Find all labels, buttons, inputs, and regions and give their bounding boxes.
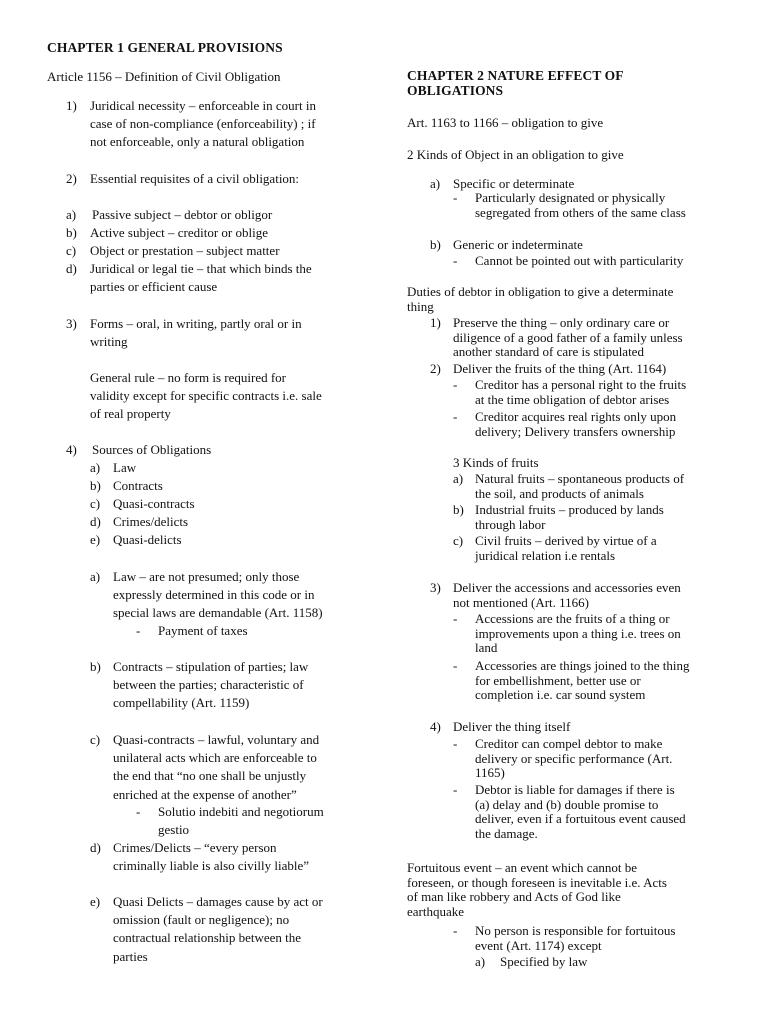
text-line-left-22: Contracts xyxy=(113,478,163,493)
text-line-right-11: Duties of debtor in obligation to give a determinate thing xyxy=(407,284,674,314)
text-line-right-29: - xyxy=(453,611,458,626)
text-line-left-31: - xyxy=(136,623,141,638)
text-line-right-35: - xyxy=(453,736,458,751)
text-line-right-12: 1) xyxy=(430,315,441,330)
text-line-left-20: Law xyxy=(113,460,137,475)
text-line-right-6: Particularly designated or physically segregated from others of the same class xyxy=(475,190,686,220)
text-line-right-37: - xyxy=(453,782,458,797)
text-line-right-17: Creditor has a personal right to the fruits at the time obligation of debtor arises xyxy=(475,377,687,407)
text-line-right-43: Specified by law xyxy=(500,954,588,969)
text-line-left-10: c) xyxy=(66,243,77,258)
text-line-left-13: Juridical or legal tie – that which binds the parties or efficient cause xyxy=(90,261,312,295)
text-line-left-30: Law – are not presumed; only those expressly determined in this code or in special laws are demandable (Art. 1158) xyxy=(113,569,323,621)
text-line-left-25: d) xyxy=(90,514,101,529)
text-line-left-14: 3) xyxy=(66,316,77,331)
text-line-right-25: c) xyxy=(453,533,464,548)
text-line-left-18: Sources of Obligations xyxy=(92,442,212,457)
text-line-left-5: Essential requisites of a civil obligation: xyxy=(90,171,300,186)
text-line-left-11: Object or prestation – subject matter xyxy=(90,243,280,258)
text-line-right-7: b) xyxy=(430,237,441,252)
text-line-right-34: Deliver the thing itself xyxy=(453,719,571,734)
text-line-right-32: Accessories are things joined to the thing for embellishment, better use or completion i.e. car sound system xyxy=(475,658,690,703)
text-line-left-9: Active subject – creditor or oblige xyxy=(90,225,268,240)
text-line-left-3: Juridical necessity – enforceable in court in case of non-compliance (enforceability) ; if not enforceable, only a natural obligation xyxy=(90,98,316,150)
text-line-right-26: Civil fruits – derived by virtue of a juridical relation i.e rentals xyxy=(475,533,657,563)
text-line-left-32: Payment of taxes xyxy=(158,623,248,638)
text-line-left-7: Passive subject – debtor or obligor xyxy=(92,207,273,222)
text-line-right-20: 3 Kinds of fruits xyxy=(453,455,539,470)
text-line-left-28: Quasi-delicts xyxy=(113,532,182,547)
text-line-right-30: Accessions are the fruits of a thing or improvements upon a thing i.e. trees on land xyxy=(475,611,681,656)
text-line-right-3: a) xyxy=(430,176,441,191)
text-line-left-15: Forms – oral, in writing, partly oral or in writing xyxy=(90,316,302,350)
text-line-left-34: Contracts – stipulation of parties; law between the parties; characteristic of compellability (Art. 1159) xyxy=(113,659,309,711)
text-line-left-1: Article 1156 – Definition of Civil Obligation xyxy=(47,69,281,84)
text-line-right-27: 3) xyxy=(430,580,441,595)
text-line-right-42: a) xyxy=(475,954,486,969)
text-line-right-38: Debtor is liable for damages if there is (a) delay and (b) double promise to deliver, even if a fortuitous event caused the damage. xyxy=(475,782,686,841)
text-line-right-8: Generic or indeterminate xyxy=(453,237,583,252)
text-line-left-26: Crimes/delicts xyxy=(113,514,189,529)
text-line-right-5: - xyxy=(453,190,458,205)
text-line-right-1: Art. 1163 to 1166 – obligation to give xyxy=(407,115,604,130)
text-line-left-27: e) xyxy=(90,532,101,547)
text-line-right-36: Creditor can compel debtor to make delivery or specific performance (Art. 1165) xyxy=(475,736,673,781)
text-line-right-41: No person is responsible for fortuitous event (Art. 1174) except xyxy=(475,923,676,953)
text-line-left-2: 1) xyxy=(66,98,77,113)
text-line-right-13: Preserve the thing – only ordinary care or diligence of a good father of a family unless another standard of care is stipulated xyxy=(453,315,683,360)
text-line-left-39: d) xyxy=(90,840,101,855)
text-line-right-33: 4) xyxy=(430,719,441,734)
text-line-right-40: - xyxy=(453,923,458,938)
text-line-left-23: c) xyxy=(90,496,101,511)
text-line-left-17: 4) xyxy=(66,442,77,457)
text-line-left-12: d) xyxy=(66,261,77,276)
text-line-right-39: Fortuitous event – an event which cannot be foreseen, or though foreseen is inevitable i.e. Acts of man like robbery and Acts of God like earthquake xyxy=(407,860,667,919)
section-heading-left-0: CHAPTER 1 GENERAL PROVISIONS xyxy=(47,40,283,55)
text-line-left-6: a) xyxy=(66,207,77,222)
text-line-right-2: 2 Kinds of Object in an obligation to give xyxy=(407,147,624,162)
text-line-right-24: Industrial fruits – produced by lands through labor xyxy=(475,502,664,532)
text-line-right-15: Deliver the fruits of the thing (Art. 1164) xyxy=(453,361,667,376)
text-line-left-19: a) xyxy=(90,460,101,475)
text-line-right-31: - xyxy=(453,658,458,673)
text-line-right-19: Creditor acquires real rights only upon delivery; Delivery transfers ownership xyxy=(475,409,677,439)
text-line-left-8: b) xyxy=(66,225,77,240)
text-line-right-14: 2) xyxy=(430,361,441,376)
text-line-left-4: 2) xyxy=(66,171,77,186)
text-line-left-35: c) xyxy=(90,732,101,747)
text-line-right-9: - xyxy=(453,253,458,268)
text-line-left-40: Crimes/Delicts – “every person criminally liable is also civilly liable” xyxy=(113,840,310,874)
text-line-left-21: b) xyxy=(90,478,101,493)
text-line-right-16: - xyxy=(453,377,458,392)
text-line-left-36: Quasi-contracts – lawful, voluntary and unilateral acts which are enforceable to the end that “no one shall be unjustly enriched at the expense of another” xyxy=(113,732,320,802)
text-line-left-33: b) xyxy=(90,659,101,674)
text-line-right-10: Cannot be pointed out with particularity xyxy=(475,253,684,268)
text-line-left-29: a) xyxy=(90,569,101,584)
text-line-right-23: b) xyxy=(453,502,464,517)
text-line-right-21: a) xyxy=(453,471,464,486)
text-line-left-16: General rule – no form is required for validity except for specific contracts i.e. sale of real property xyxy=(90,370,322,422)
text-line-left-37: - xyxy=(136,804,141,819)
text-line-left-38: Solutio indebiti and negotiorum gestio xyxy=(158,804,324,838)
section-heading-right-0: CHAPTER 2 NATURE EFFECT OF OBLIGATIONS xyxy=(407,68,624,98)
text-line-left-42: Quasi Delicts – damages cause by act or omission (fault or negligence); no contractual relationship between the parties xyxy=(113,894,323,964)
text-line-left-41: e) xyxy=(90,894,101,909)
text-line-right-28: Deliver the accessions and accessories even not mentioned (Art. 1166) xyxy=(453,580,681,610)
text-line-left-24: Quasi-contracts xyxy=(113,496,195,511)
text-line-right-22: Natural fruits – spontaneous products of the soil, and products of animals xyxy=(475,471,685,501)
text-line-right-18: - xyxy=(453,409,458,424)
text-line-right-4: Specific or determinate xyxy=(453,176,575,191)
